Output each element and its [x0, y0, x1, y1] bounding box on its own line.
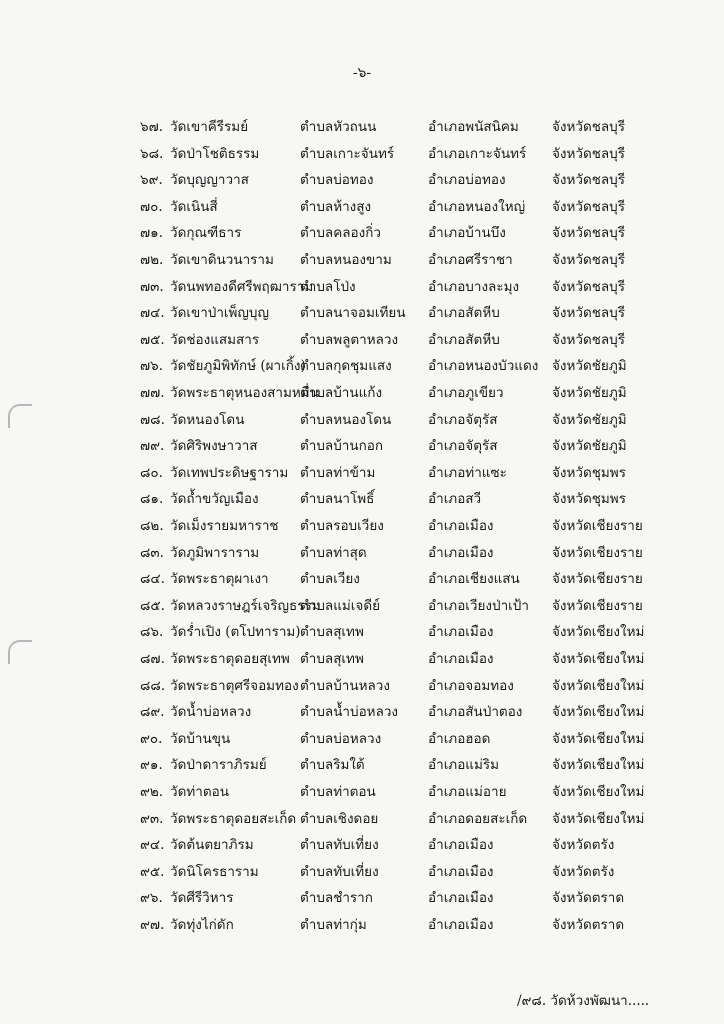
list-item — [0, 328, 724, 355]
temple-name: วัดต้นตยาภิรม — [170, 837, 254, 854]
list-item — [0, 301, 724, 328]
district: อำเภอเวียงป่าเป้า — [428, 597, 529, 614]
province: จังหวัดเชียงใหม่ — [552, 730, 645, 747]
province: จังหวัดเชียงใหม่ — [552, 757, 645, 774]
item-number: ๗๓. — [140, 278, 164, 295]
district: อำเภอจัตุรัส — [428, 411, 498, 428]
province: จังหวัดชลบุรี — [552, 305, 626, 322]
district: อำเภอสัตหีบ — [428, 331, 500, 348]
list-item — [0, 780, 724, 807]
temple-name: วัดเขาป่าเพ็ญบุญ — [170, 305, 270, 322]
province: จังหวัดชลบุรี — [552, 119, 626, 135]
subdistrict: ตำบลสุเทพ — [300, 624, 364, 641]
subdistrict: ตำบลชำราก — [300, 890, 373, 907]
province: จังหวัดเชียงใหม่ — [552, 624, 645, 641]
list-item — [0, 461, 724, 488]
province: จังหวัดชัยภูมิ — [552, 438, 627, 455]
temple-name: วัดร่ำเปิง (ตโปทาราม) — [170, 624, 301, 641]
temple-name: วัดพระธาตุดอยสะเก็ด — [170, 810, 297, 827]
list-item — [0, 168, 724, 195]
district: อำเภอสวี — [428, 491, 482, 508]
district: อำเภอท่าแซะ — [428, 464, 507, 481]
temple-name: วัดหนองโดน — [170, 411, 245, 428]
item-number: ๗๑. — [140, 225, 164, 242]
province: จังหวัดชุมพร — [552, 491, 626, 508]
subdistrict: ตำบลบ่อหลวง — [300, 730, 382, 747]
district: อำเภอเมือง — [428, 624, 494, 641]
temple-name: วัดชัยภูมิพิทักษ์ (ผาเกิ้ง) — [170, 358, 306, 375]
item-number: ๗๙. — [140, 438, 165, 455]
list-item — [0, 567, 724, 594]
list-item — [0, 115, 724, 142]
subdistrict: ตำบลกุดชุมแสง — [300, 358, 392, 375]
district: อำเภอแม่ริม — [428, 757, 500, 774]
item-number: ๖๘. — [140, 145, 164, 162]
item-number: ๘๗. — [140, 651, 165, 667]
item-number: ๘๓. — [140, 544, 164, 561]
province: จังหวัดชลบุรี — [552, 172, 626, 189]
district: อำเภอสันป่าตอง — [428, 704, 523, 721]
province: จังหวัดเชียงใหม่ — [552, 704, 645, 721]
temple-name: วัดเม็งรายมหาราช — [170, 518, 279, 534]
temple-name: วัดเทพประดิษฐาราม — [170, 464, 289, 481]
district: อำเภอเกาะจันทร์ — [428, 145, 527, 162]
item-number: ๙๖. — [140, 890, 163, 907]
list-item — [0, 434, 724, 461]
province: จังหวัดชัยภูมิ — [552, 411, 627, 428]
subdistrict: ตำบลหนองโดน — [300, 411, 392, 428]
province: จังหวัดตรัง — [552, 837, 615, 854]
subdistrict: ตำบลทับเที่ยง — [300, 837, 379, 854]
item-number: ๘๒. — [140, 518, 164, 534]
list-item — [0, 487, 724, 514]
page-number: -๖- — [352, 65, 372, 81]
list-item — [0, 727, 724, 754]
item-number: ๙๑. — [140, 757, 163, 774]
item-number: ๘๑. — [140, 491, 164, 508]
district: อำเภอเมือง — [428, 890, 494, 907]
temple-name: วัดบ้านขุน — [170, 730, 231, 747]
list-item — [0, 195, 724, 222]
item-number: ๗๒. — [140, 252, 164, 268]
district: อำเภอพนัสนิคม — [428, 119, 519, 135]
temple-name: วัดท่าตอน — [170, 784, 229, 800]
province: จังหวัดเชียงใหม่ — [552, 810, 645, 827]
province: จังหวัดเชียงราย — [552, 597, 643, 614]
district: อำเภอเมือง — [428, 518, 494, 534]
item-number: ๘๙. — [140, 704, 165, 721]
list-item — [0, 886, 724, 913]
province: จังหวัดเชียงใหม่ — [552, 677, 645, 694]
list-item — [0, 620, 724, 647]
item-number: ๗๘. — [140, 411, 165, 428]
subdistrict: ตำบลเชิงดอย — [300, 810, 379, 827]
district: อำเภอหนองบัวแดง — [428, 358, 539, 375]
list-item — [0, 860, 724, 887]
temple-name: วัดเขาคีรีรมย์ — [170, 119, 249, 135]
province: จังหวัดตราด — [552, 917, 625, 933]
item-number: ๙๓. — [140, 810, 164, 827]
list-item — [0, 700, 724, 727]
item-number: ๙๕. — [140, 863, 165, 880]
temple-name: วัดพระธาตุหนองสามหมื่น — [170, 385, 319, 401]
subdistrict: ตำบลโป่ง — [300, 278, 356, 295]
subdistrict: ตำบลรอบเวียง — [300, 518, 384, 534]
province: จังหวัดเชียงราย — [552, 571, 643, 588]
list-item — [0, 381, 724, 408]
list-item — [0, 142, 724, 169]
province: จังหวัดเชียงราย — [552, 518, 643, 534]
list-item — [0, 248, 724, 275]
province: จังหวัดชลบุรี — [552, 225, 626, 242]
item-number: ๙๗. — [140, 917, 165, 933]
temple-name: วัดป่าโชติธรรม — [170, 145, 260, 162]
subdistrict: ตำบลหนองขาม — [300, 252, 392, 268]
item-number: ๗๗. — [140, 385, 165, 401]
temple-name: วัดป่าดาราภิรมย์ — [170, 757, 267, 774]
item-number: ๘๘. — [140, 677, 166, 694]
province: จังหวัดชัยภูมิ — [552, 385, 627, 401]
subdistrict: ตำบลน้ำบ่อหลวง — [300, 704, 399, 721]
subdistrict: ตำบลบ้านกอก — [300, 438, 384, 455]
item-number: ๘๕. — [140, 597, 165, 614]
temple-name: วัดบุญญาวาส — [170, 172, 249, 189]
subdistrict: ตำบลคลองกิ่ว — [300, 225, 381, 242]
province: จังหวัดตรัง — [552, 863, 615, 880]
list-item — [0, 913, 724, 940]
temple-name: วัดภูมิพาราราม — [170, 544, 260, 561]
subdistrict: ตำบลห้างสูง — [300, 198, 372, 215]
item-number: ๗๐. — [140, 198, 163, 215]
list-item — [0, 275, 724, 302]
subdistrict: ตำบลหัวถนน — [300, 119, 377, 135]
list-item — [0, 594, 724, 621]
item-number: ๙๒. — [140, 784, 164, 800]
district: อำเภอเชียงแสน — [428, 571, 520, 588]
district: อำเภอเมือง — [428, 651, 494, 667]
list-item — [0, 807, 724, 834]
temple-name: วัดกุณฑีธาร — [170, 225, 242, 242]
district: อำเภอดอยสะเก็ด — [428, 810, 528, 827]
province: จังหวัดเชียงราย — [552, 544, 643, 561]
item-number: ๗๖. — [140, 358, 164, 375]
temple-name: วัดเขาดินวนาราม — [170, 252, 274, 268]
subdistrict: ตำบลแม่เจดีย์ — [300, 597, 380, 614]
subdistrict: ตำบลท่าข้าม — [300, 464, 376, 481]
temple-name: วัดศีรีวิหาร — [170, 890, 234, 907]
item-number: ๖๗. — [140, 119, 164, 135]
subdistrict: ตำบลริมใต้ — [300, 757, 365, 774]
list-item — [0, 674, 724, 701]
temple-name: วัดน้ำบ่อหลวง — [170, 704, 252, 721]
list-item — [0, 354, 724, 381]
subdistrict: ตำบลพลูตาหลวง — [300, 331, 399, 348]
subdistrict: ตำบลเวียง — [300, 571, 360, 588]
temple-name: วัดทุ่งไก่ดัก — [170, 917, 234, 933]
subdistrict: ตำบลท่าสุด — [300, 544, 367, 561]
list-item — [0, 647, 724, 674]
item-number: ๗๕. — [140, 331, 165, 348]
province: จังหวัดชลบุรี — [552, 198, 626, 215]
district: อำเภอเมือง — [428, 917, 494, 933]
subdistrict: ตำบลบ้านหลวง — [300, 677, 390, 694]
list-item — [0, 408, 724, 435]
district: อำเภอหนองใหญ่ — [428, 198, 526, 215]
item-number: ๘๔. — [140, 571, 165, 588]
subdistrict: ตำบลสุเทพ — [300, 651, 364, 667]
item-number: ๙๐. — [140, 730, 163, 747]
list-item — [0, 514, 724, 541]
province: จังหวัดชลบุรี — [552, 252, 626, 268]
subdistrict: ตำบลบ้านแก้ง — [300, 385, 383, 401]
district: อำเภอบ่อทอง — [428, 172, 506, 189]
list-item — [0, 833, 724, 860]
item-number: ๙๔. — [140, 837, 165, 854]
subdistrict: ตำบลนาโพธิ์ — [300, 491, 375, 508]
province: จังหวัดเชียงใหม่ — [552, 651, 645, 667]
district: อำเภอบางละมุง — [428, 278, 520, 295]
list-item — [0, 221, 724, 248]
temple-name: วัดพระธาตุศรีจอมทอง — [170, 677, 299, 694]
province: จังหวัดชลบุรี — [552, 278, 626, 295]
subdistrict: ตำบลท่าตอน — [300, 784, 376, 800]
subdistrict: ตำบลบ่อทอง — [300, 172, 374, 189]
item-number: ๗๔. — [140, 305, 165, 322]
temple-name: วัดนิโครธาราม — [170, 863, 259, 880]
province: จังหวัดชัยภูมิ — [552, 358, 627, 375]
temple-name: วัดพระธาตุดอยสุเทพ — [170, 651, 290, 667]
item-number: ๘๐. — [140, 464, 163, 481]
item-number: ๘๖. — [140, 624, 164, 641]
district: อำเภอสัตหีบ — [428, 305, 500, 322]
district: อำเภอเมือง — [428, 837, 494, 854]
district: อำเภอจอมทอง — [428, 677, 514, 694]
province: จังหวัดชุมพร — [552, 464, 626, 481]
province: จังหวัดชลบุรี — [552, 145, 626, 162]
district: อำเภอเมือง — [428, 863, 494, 880]
list-item — [0, 753, 724, 780]
district: อำเภอเมือง — [428, 544, 494, 561]
temple-name: วัดถ้ำขวัญเมือง — [170, 491, 259, 508]
district: อำเภอฮอด — [428, 730, 491, 747]
temple-name: วัดหลวงราษฎร์เจริญธรรม — [170, 597, 321, 614]
province: จังหวัดตราด — [552, 890, 625, 907]
subdistrict: ตำบลทับเที่ยง — [300, 863, 379, 880]
province: จังหวัดเชียงใหม่ — [552, 784, 645, 800]
district: อำเภอจัตุรัส — [428, 438, 498, 455]
footer-continuation: /๙๘. วัดห้วงพัฒนา..... — [517, 993, 650, 1009]
district: อำเภอแม่อาย — [428, 784, 507, 800]
temple-name: วัดเนินสี่ — [170, 198, 218, 215]
temple-name: วัดช่องแสมสาร — [170, 331, 260, 348]
temple-name: วัดนพทองดีศรีพฤฒาราม — [170, 278, 314, 295]
list-item — [0, 541, 724, 568]
subdistrict: ตำบลนาจอมเทียน — [300, 305, 406, 322]
subdistrict: ตำบลเกาะจันทร์ — [300, 145, 395, 162]
temple-name: วัดพระธาตุผาเงา — [170, 571, 269, 588]
district: อำเภอศรีราชา — [428, 252, 513, 268]
district: อำเภอภูเขียว — [428, 385, 504, 401]
district: อำเภอบ้านบึง — [428, 225, 506, 242]
subdistrict: ตำบลท่ากุ่ม — [300, 917, 367, 933]
item-number: ๖๙. — [140, 172, 163, 189]
province: จังหวัดชลบุรี — [552, 331, 626, 348]
temple-name: วัดศิริพงษาวาส — [170, 438, 258, 455]
